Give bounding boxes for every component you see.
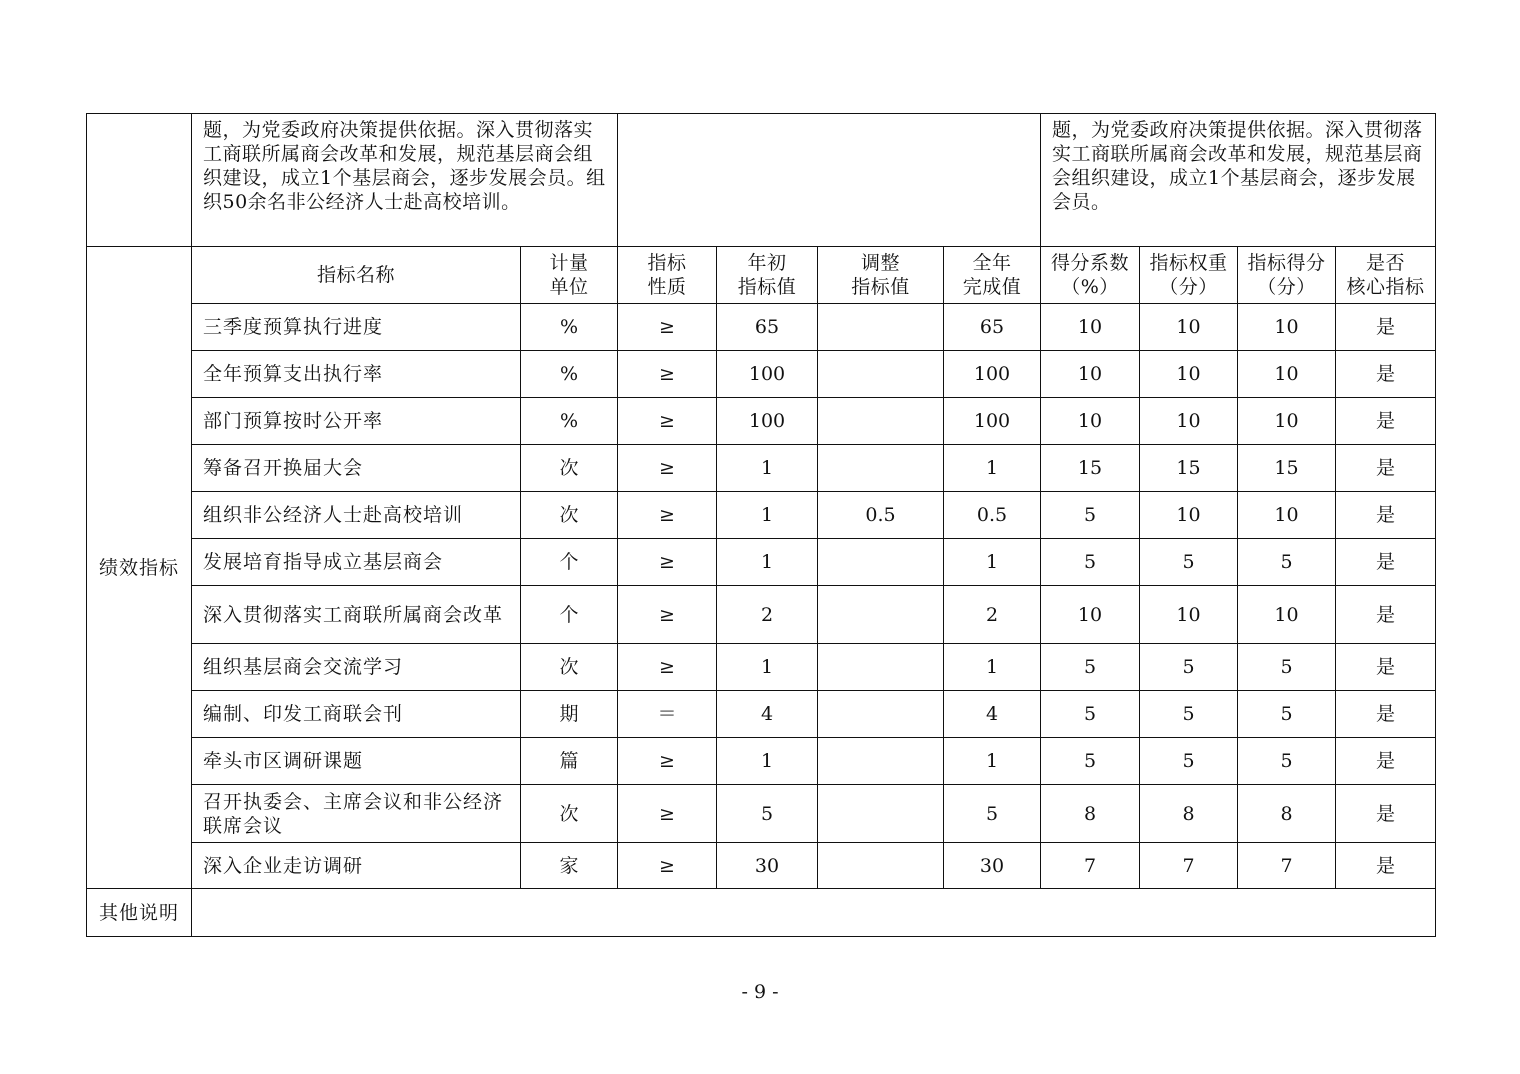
header-completed-line2: 完成值: [962, 276, 1022, 298]
adjusted-value-cell: [818, 644, 944, 691]
indicator-name: 召开执委会、主席会议和非公经济联席会议: [192, 785, 521, 843]
core-cell: 是: [1336, 351, 1436, 398]
unit-cell: %: [521, 351, 618, 398]
weight-cell: 8: [1140, 785, 1238, 843]
page-number: - 9 -: [741, 981, 779, 1003]
unit-cell: 期: [521, 691, 618, 738]
other-notes-row: [87, 889, 1436, 937]
header-core-line1: 是否: [1366, 252, 1406, 274]
coef-cell: 5: [1041, 492, 1140, 539]
weight-cell: 15: [1140, 445, 1238, 492]
indicator-name: 深入贯彻落实工商联所属商会改革: [192, 586, 521, 644]
table-row: [87, 445, 1436, 492]
header-nature: [618, 247, 717, 304]
adjusted-value-cell: [818, 398, 944, 445]
actual-completion-description: 题，为党委政府决策提供依据。深入贯彻落实工商联所属商会改革和发展，规范基层商会组织建设，成立1个基层商会，逐步发展会员。: [1041, 114, 1436, 247]
unit-cell: 个: [521, 586, 618, 644]
initial-value-cell: 30: [717, 843, 818, 889]
completed-value-cell: 2: [944, 586, 1041, 644]
completed-value-cell: 1: [944, 445, 1041, 492]
header-initial: [717, 247, 818, 304]
nature-cell: ≥: [618, 843, 717, 889]
weight-cell: 10: [1140, 586, 1238, 644]
table-row: [87, 492, 1436, 539]
initial-value-cell: 1: [717, 492, 818, 539]
header-weight: [1140, 247, 1238, 304]
adjusted-value-cell: [818, 445, 944, 492]
indicator-name: 全年预算支出执行率: [192, 351, 521, 398]
description-row: [87, 114, 1436, 247]
unit-cell: 篇: [521, 738, 618, 785]
header-adjusted-line2: 指标值: [851, 276, 910, 298]
adjusted-value-cell: [818, 691, 944, 738]
score-cell: 5: [1238, 539, 1336, 586]
core-cell: 是: [1336, 785, 1436, 843]
coef-cell: 10: [1041, 586, 1140, 644]
indicator-name: 发展培育指导成立基层商会: [192, 539, 521, 586]
score-cell: 8: [1238, 785, 1336, 843]
adjusted-value-cell: 0.5: [818, 492, 944, 539]
score-cell: 15: [1238, 445, 1336, 492]
completed-value-cell: 1: [944, 539, 1041, 586]
other-notes-label: 其他说明: [87, 889, 192, 937]
coef-cell: 5: [1041, 539, 1140, 586]
initial-value-cell: 4: [717, 691, 818, 738]
completed-value-cell: 30: [944, 843, 1041, 889]
header-unit: [521, 247, 618, 304]
weight-cell: 10: [1140, 351, 1238, 398]
indicator-name: 组织基层商会交流学习: [192, 644, 521, 691]
completed-value-cell: 0.5: [944, 492, 1041, 539]
coef-cell: 7: [1041, 843, 1140, 889]
core-cell: 是: [1336, 304, 1436, 351]
nature-cell: ≥: [618, 738, 717, 785]
nature-cell: ≥: [618, 351, 717, 398]
nature-cell: ≥: [618, 586, 717, 644]
section-label: 绩效指标: [87, 247, 192, 889]
header-unit-line1: 计量: [549, 252, 589, 274]
header-score-line2: （分）: [1257, 276, 1316, 298]
header-core: [1336, 247, 1436, 304]
header-adjusted: [818, 247, 944, 304]
core-cell: 是: [1336, 586, 1436, 644]
nature-cell: ≥: [618, 539, 717, 586]
header-nature-line1: 指标: [647, 252, 687, 274]
nature-cell: ≥: [618, 785, 717, 843]
table-row: [87, 586, 1436, 644]
weight-cell: 5: [1140, 644, 1238, 691]
header-coef-line1: 得分系数: [1050, 252, 1129, 274]
coef-cell: 10: [1041, 398, 1140, 445]
header-name: 指标名称: [192, 247, 521, 304]
coef-cell: 8: [1041, 785, 1140, 843]
annual-target-description: 题，为党委政府决策提供依据。深入贯彻落实工商联所属商会改革和发展，规范基层商会组织建设，成立1个基层商会，逐步发展会员。组织50余名非公经济人士赴高校培训。: [192, 114, 618, 247]
adjusted-value-cell: [818, 785, 944, 843]
core-cell: 是: [1336, 445, 1436, 492]
coef-cell: 5: [1041, 738, 1140, 785]
table-row: [87, 351, 1436, 398]
header-unit-line2: 单位: [549, 276, 589, 298]
header-weight-line2: （分）: [1159, 276, 1218, 298]
score-cell: 10: [1238, 398, 1336, 445]
table-row: [87, 539, 1436, 586]
table-row: [87, 644, 1436, 691]
weight-cell: 5: [1140, 539, 1238, 586]
unit-cell: %: [521, 304, 618, 351]
initial-value-cell: 65: [717, 304, 818, 351]
completed-value-cell: 100: [944, 398, 1041, 445]
header-nature-line2: 性质: [647, 276, 687, 298]
score-cell: 10: [1238, 304, 1336, 351]
unit-cell: %: [521, 398, 618, 445]
header-row: [87, 247, 1436, 304]
core-cell: 是: [1336, 539, 1436, 586]
coef-cell: 10: [1041, 351, 1140, 398]
completed-value-cell: 65: [944, 304, 1041, 351]
table-row: [87, 398, 1436, 445]
description-middle-cell: [618, 114, 1041, 247]
header-completed-line1: 全年: [972, 252, 1012, 274]
unit-cell: 家: [521, 843, 618, 889]
coef-cell: 10: [1041, 304, 1140, 351]
core-cell: 是: [1336, 843, 1436, 889]
weight-cell: 5: [1140, 691, 1238, 738]
other-notes-value: [192, 889, 1436, 937]
header-coef: [1041, 247, 1140, 304]
indicator-name: 三季度预算执行进度: [192, 304, 521, 351]
adjusted-value-cell: [818, 738, 944, 785]
nature-cell: ＝: [618, 691, 717, 738]
indicator-name: 深入企业走访调研: [192, 843, 521, 889]
table-row: [87, 785, 1436, 843]
header-initial-line2: 指标值: [737, 276, 797, 298]
header-core-line2: 核心指标: [1346, 276, 1425, 298]
table-row: [87, 843, 1436, 889]
weight-cell: 10: [1140, 492, 1238, 539]
score-cell: 5: [1238, 738, 1336, 785]
core-cell: 是: [1336, 691, 1436, 738]
score-cell: 5: [1238, 644, 1336, 691]
initial-value-cell: 1: [717, 445, 818, 492]
adjusted-value-cell: [818, 304, 944, 351]
indicator-name: 组织非公经济人士赴高校培训: [192, 492, 521, 539]
weight-cell: 7: [1140, 843, 1238, 889]
coef-cell: 5: [1041, 644, 1140, 691]
table-row: [87, 738, 1436, 785]
table-row: [87, 304, 1436, 351]
unit-cell: 次: [521, 492, 618, 539]
description-empty-cell: [87, 114, 192, 247]
nature-cell: ≥: [618, 398, 717, 445]
header-adjusted-line1: 调整: [860, 252, 900, 274]
indicator-name: 牵头市区调研课题: [192, 738, 521, 785]
coef-cell: 5: [1041, 691, 1140, 738]
nature-cell: ≥: [618, 445, 717, 492]
header-score-line1: 指标得分: [1247, 252, 1326, 274]
completed-value-cell: 5: [944, 785, 1041, 843]
completed-value-cell: 1: [944, 644, 1041, 691]
header-score: [1238, 247, 1336, 304]
score-cell: 10: [1238, 351, 1336, 398]
core-cell: 是: [1336, 398, 1436, 445]
nature-cell: ≥: [618, 644, 717, 691]
score-cell: 10: [1238, 586, 1336, 644]
initial-value-cell: 2: [717, 586, 818, 644]
initial-value-cell: 1: [717, 539, 818, 586]
weight-cell: 10: [1140, 398, 1238, 445]
header-initial-line1: 年初: [747, 252, 787, 274]
performance-table: [86, 113, 1436, 937]
score-cell: 10: [1238, 492, 1336, 539]
header-weight-line1: 指标权重: [1149, 252, 1228, 274]
completed-value-cell: 4: [944, 691, 1041, 738]
adjusted-value-cell: [818, 586, 944, 644]
weight-cell: 5: [1140, 738, 1238, 785]
adjusted-value-cell: [818, 843, 944, 889]
indicator-name: 编制、印发工商联会刊: [192, 691, 521, 738]
completed-value-cell: 100: [944, 351, 1041, 398]
adjusted-value-cell: [818, 351, 944, 398]
core-cell: 是: [1336, 738, 1436, 785]
unit-cell: 次: [521, 785, 618, 843]
header-completed: [944, 247, 1041, 304]
score-cell: 5: [1238, 691, 1336, 738]
core-cell: 是: [1336, 644, 1436, 691]
header-coef-line2: （%）: [1061, 276, 1119, 298]
table-row: [87, 691, 1436, 738]
unit-cell: 个: [521, 539, 618, 586]
indicator-name: 部门预算按时公开率: [192, 398, 521, 445]
adjusted-value-cell: [818, 539, 944, 586]
coef-cell: 15: [1041, 445, 1140, 492]
indicator-name: 筹备召开换届大会: [192, 445, 521, 492]
unit-cell: 次: [521, 445, 618, 492]
unit-cell: 次: [521, 644, 618, 691]
initial-value-cell: 1: [717, 644, 818, 691]
core-cell: 是: [1336, 492, 1436, 539]
weight-cell: 10: [1140, 304, 1238, 351]
initial-value-cell: 100: [717, 351, 818, 398]
nature-cell: ≥: [618, 492, 717, 539]
initial-value-cell: 100: [717, 398, 818, 445]
completed-value-cell: 1: [944, 738, 1041, 785]
score-cell: 7: [1238, 843, 1336, 889]
initial-value-cell: 5: [717, 785, 818, 843]
nature-cell: ≥: [618, 304, 717, 351]
initial-value-cell: 1: [717, 738, 818, 785]
